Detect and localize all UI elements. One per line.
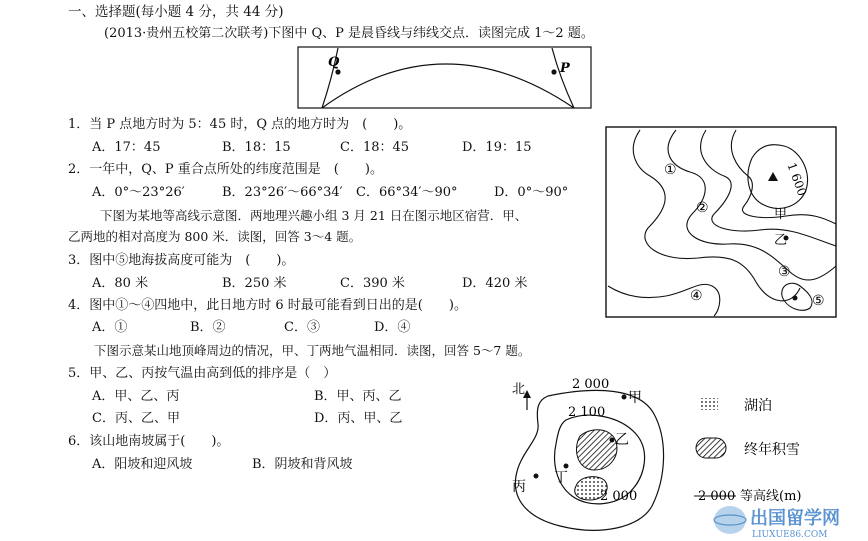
contour-label-2000-bottom: 2 000 — [600, 489, 638, 504]
label-yi: 乙 — [774, 233, 788, 248]
q5-option-a: A．甲、乙、丙 — [92, 389, 180, 404]
contour-label-2000-top: 2 000 — [572, 377, 610, 392]
q3-option-c: C．390 米 — [340, 276, 405, 291]
watermark-text: 出国留学网 — [750, 508, 840, 529]
intro-q3-4-line1: 下图为某地等高线示意图．两地理兴趣小组 3 月 21 日在图示地区宿营．甲、 — [100, 208, 528, 223]
legend-snow-label: 终年积雪 — [744, 442, 800, 458]
watermark-url: LIUXUE86.COM — [752, 530, 828, 540]
q1-option-a: A．17：45 — [92, 140, 161, 155]
q3-stem: 3．图中⑤地海拔高度可能为 ( )。 — [68, 253, 295, 268]
point-jia — [622, 395, 627, 400]
label-1600: 1 600 — [784, 160, 810, 198]
point-bing — [534, 474, 539, 479]
q1-option-c: C．18：45 — [340, 140, 410, 155]
legend-lake-label: 湖泊 — [744, 398, 772, 414]
north-label: 北 — [512, 382, 526, 397]
label-bing: 丙 — [512, 479, 526, 495]
legend-lake-symbol — [700, 398, 718, 410]
q5-option-d: D．丙、甲、乙 — [314, 411, 403, 426]
q5-option-c: C．丙、乙、甲 — [92, 411, 180, 426]
q2-option-b: B．23°26′～66°34′ — [222, 185, 343, 200]
q2-option-a: A．0°～23°26′ — [92, 185, 185, 200]
contour-label-2100: 2 100 — [568, 405, 606, 420]
q4-stem: 4．图中①～④四地中，此日地方时 6 时最可能看到日出的是( )。 — [68, 298, 467, 313]
legend-snow-symbol — [696, 438, 726, 458]
intro-q5-7: 下图示意某山地顶峰周边的情况，甲、丁两地气温相同．读图，回答 5～7 题。 — [94, 343, 531, 358]
label-jia-summit: 甲 — [628, 390, 642, 406]
label-5: ⑤ — [812, 293, 825, 309]
q4-option-a: A．① — [92, 320, 128, 335]
q4-option-b: B．② — [190, 320, 226, 335]
legend-contour-value: 2 000 — [698, 489, 736, 504]
q6-option-a: A．阳坡和迎风坡 — [92, 457, 193, 472]
q1-stem: 1．当 P 点地方时为 5：45 时，Q 点的地方时为 ( )。 — [68, 117, 412, 132]
globe-logo-icon — [714, 506, 746, 534]
q5-option-b: B．甲、丙、乙 — [314, 389, 402, 404]
q3-option-a: A．80 米 — [92, 276, 149, 291]
legend-contour-label: 等高线(m) — [740, 489, 802, 504]
intro-q1-2: (2013·贵州五校第二次联考)下图中 Q、P 是晨昏线与纬线交点．读图完成 1～2 题。 — [104, 26, 594, 41]
label-1: ① — [664, 162, 677, 178]
q1-option-d: D．19：15 — [462, 140, 532, 155]
label-p: P — [560, 61, 570, 76]
label-jia: 甲 — [774, 207, 788, 222]
label-ding: 丁 — [554, 470, 568, 486]
q3-option-d: D．420 米 — [462, 276, 528, 291]
q6-stem: 6．该山地南坡属于( )。 — [68, 434, 230, 449]
q4-option-d: D．④ — [374, 320, 411, 335]
q3-option-b: B．250 米 — [222, 276, 287, 291]
intro-q3-4-line2: 乙两地的相对高度为 800 米．读图，回答 3～4 题。 — [68, 229, 362, 244]
label-2: ② — [696, 200, 709, 216]
point-yi-summit — [610, 438, 615, 443]
q1-option-b: B．18：15 — [222, 140, 291, 155]
q4-option-c: C．③ — [284, 320, 320, 335]
q2-option-c: C．66°34′～90° — [356, 185, 458, 200]
permanent-snow — [576, 430, 616, 470]
q2-option-d: D．0°～90° — [494, 185, 569, 200]
label-3: ③ — [778, 264, 791, 280]
label-q: Q — [328, 55, 340, 70]
point-ding — [564, 464, 569, 469]
q5-stem: 5．甲、乙、丙按气温由高到低的排序是（ ） — [68, 366, 337, 381]
q2-stem: 2．一年中，Q、P 重合点所处的纬度范围是 ( )。 — [68, 162, 383, 177]
label-yi-summit: 乙 — [615, 432, 629, 448]
label-4: ④ — [690, 288, 703, 304]
site-watermark — [708, 500, 868, 541]
q6-option-b: B．阴坡和背风坡 — [252, 457, 353, 472]
section-title: 一、选择题(每小题 4 分，共 44 分) — [68, 4, 284, 20]
